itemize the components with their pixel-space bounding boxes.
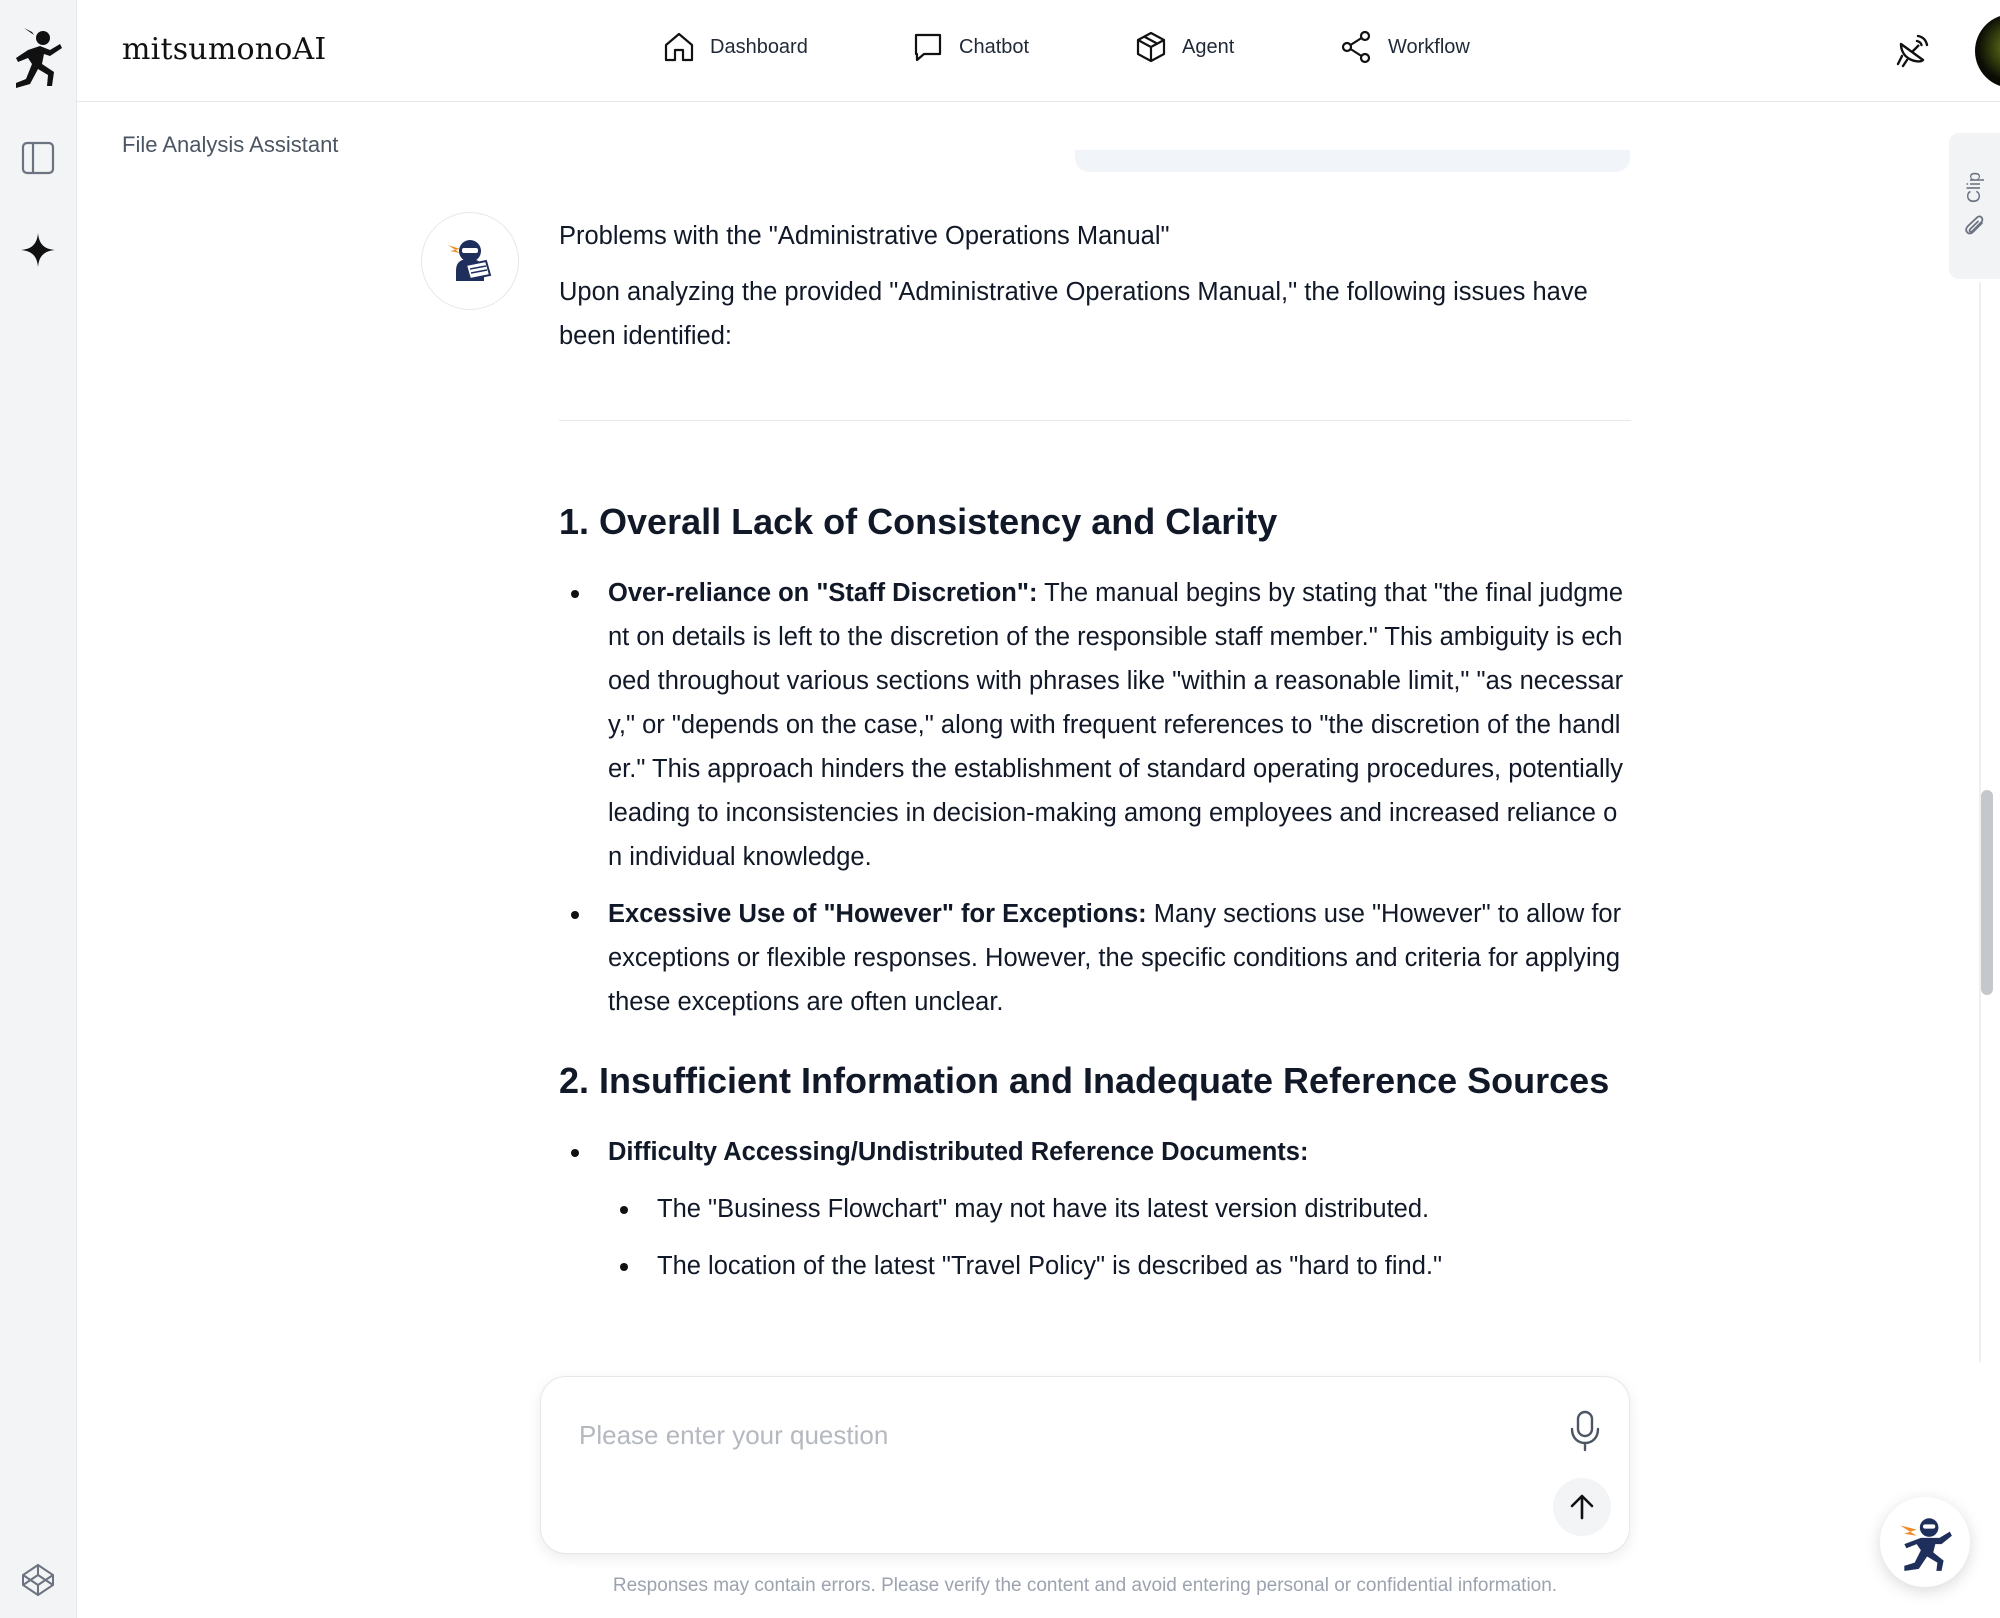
ninja-logo-icon[interactable]: [10, 28, 66, 92]
nav-chatbot[interactable]: [911, 30, 1029, 64]
sparkle-icon: [20, 232, 56, 268]
previous-user-message: [1075, 150, 1630, 172]
top-bar: [77, 0, 2000, 102]
home-icon: [662, 30, 696, 64]
assistant-fab-button[interactable]: [1880, 1497, 1970, 1587]
section-title: 1. Overall Lack of Consistency and Clarity: [559, 501, 1278, 542]
disclaimer-text: Responses may contain errors. Please verify the content and avoid entering personal or confidential information.: [612, 1575, 1558, 1596]
nav-agent[interactable]: [1134, 30, 1234, 64]
item-text: The manual begins by stating that "the final judgment on details is left to the discretion of the responsible staff member." This ambiguity is echoed throughout various sections with phrases like "within a reasonable limit," "as necessary," or "depends on the case," along with frequent references to "the discretion of the handler." This approach hinders the establishment of standard operating procedures, potentially leading to inconsistencies in decision-making among employees and increased reliance on individual knowledge.: [608, 579, 1624, 871]
message-heading: Problems with the "Administrative Operations Manual": [559, 222, 1170, 250]
ninja-mascot-icon: [1894, 1511, 1956, 1573]
brand-name[interactable]: mitsumonoAI: [122, 32, 327, 67]
user-avatar[interactable]: [1975, 14, 2000, 88]
nav-dashboard-label: Dashboard: [710, 35, 808, 58]
list-item: [559, 1130, 1631, 1288]
scrollbar-thumb[interactable]: [1981, 790, 1993, 995]
nav-workflow-label: Workflow: [1388, 35, 1470, 58]
message-intro: Upon analyzing the provided "Administrative Operations Manual," the following issues have been identified:: [559, 278, 1588, 350]
cube-icon: [1134, 30, 1168, 64]
sidebar-panel-icon: [20, 140, 56, 176]
item-text: Many sections use "However" to allow for exceptions or flexible responses. However, the specific conditions and criteria for applying these exceptions are often unclear.: [608, 900, 1622, 1016]
section-list: [559, 571, 1631, 1024]
item-bold: Excessive Use of "However" for Exceptions:: [608, 900, 1147, 928]
sub-list: [608, 1187, 1631, 1288]
sub-list-item: The location of the latest "Travel Policy" is described as "hard to find.": [608, 1244, 1631, 1288]
nav-agent-label: Agent: [1182, 35, 1235, 58]
ninja-reader-icon: [440, 231, 500, 291]
nav-chatbot-label: Chatbot: [959, 35, 1030, 58]
question-input[interactable]: [579, 1415, 1539, 1455]
codepen-button[interactable]: [16, 1558, 60, 1602]
divider: [559, 420, 1631, 421]
clip-label: Clip: [1964, 172, 1984, 204]
broadcast-satellite-icon[interactable]: [1893, 30, 1933, 70]
list-item: [559, 892, 1631, 1024]
page-title: File Analysis Assistant: [122, 132, 339, 157]
share-nodes-icon: [1340, 30, 1374, 64]
left-rail: [0, 0, 77, 1618]
chat-composer: [540, 1376, 1630, 1554]
send-button[interactable]: [1553, 1478, 1611, 1536]
section-list: [559, 1130, 1631, 1288]
arrow-up-icon: [1567, 1492, 1597, 1522]
codepen-icon: [20, 1562, 56, 1598]
chat-bubble-icon: [911, 30, 945, 64]
microphone-icon[interactable]: [1565, 1409, 1605, 1453]
toggle-sidebar-button[interactable]: [16, 136, 60, 180]
clip-tab[interactable]: [1949, 133, 2000, 279]
sub-list-item: The "Business Flowchart" may not have its latest version distributed.: [608, 1187, 1631, 1231]
assistant-message: [559, 214, 1631, 1301]
list-item: [559, 571, 1631, 879]
assistant-avatar: [421, 212, 519, 310]
item-bold: Difficulty Accessing/Undistributed Reference Documents:: [608, 1138, 1309, 1166]
nav-dashboard[interactable]: [662, 30, 808, 64]
nav-workflow[interactable]: [1340, 30, 1470, 64]
paperclip-icon: [1962, 214, 1988, 240]
item-bold: Over-reliance on "Staff Discretion":: [608, 579, 1038, 607]
ai-sparkle-button[interactable]: [16, 228, 60, 272]
section-title: 2. Insufficient Information and Inadequate Reference Sources: [559, 1060, 1610, 1101]
